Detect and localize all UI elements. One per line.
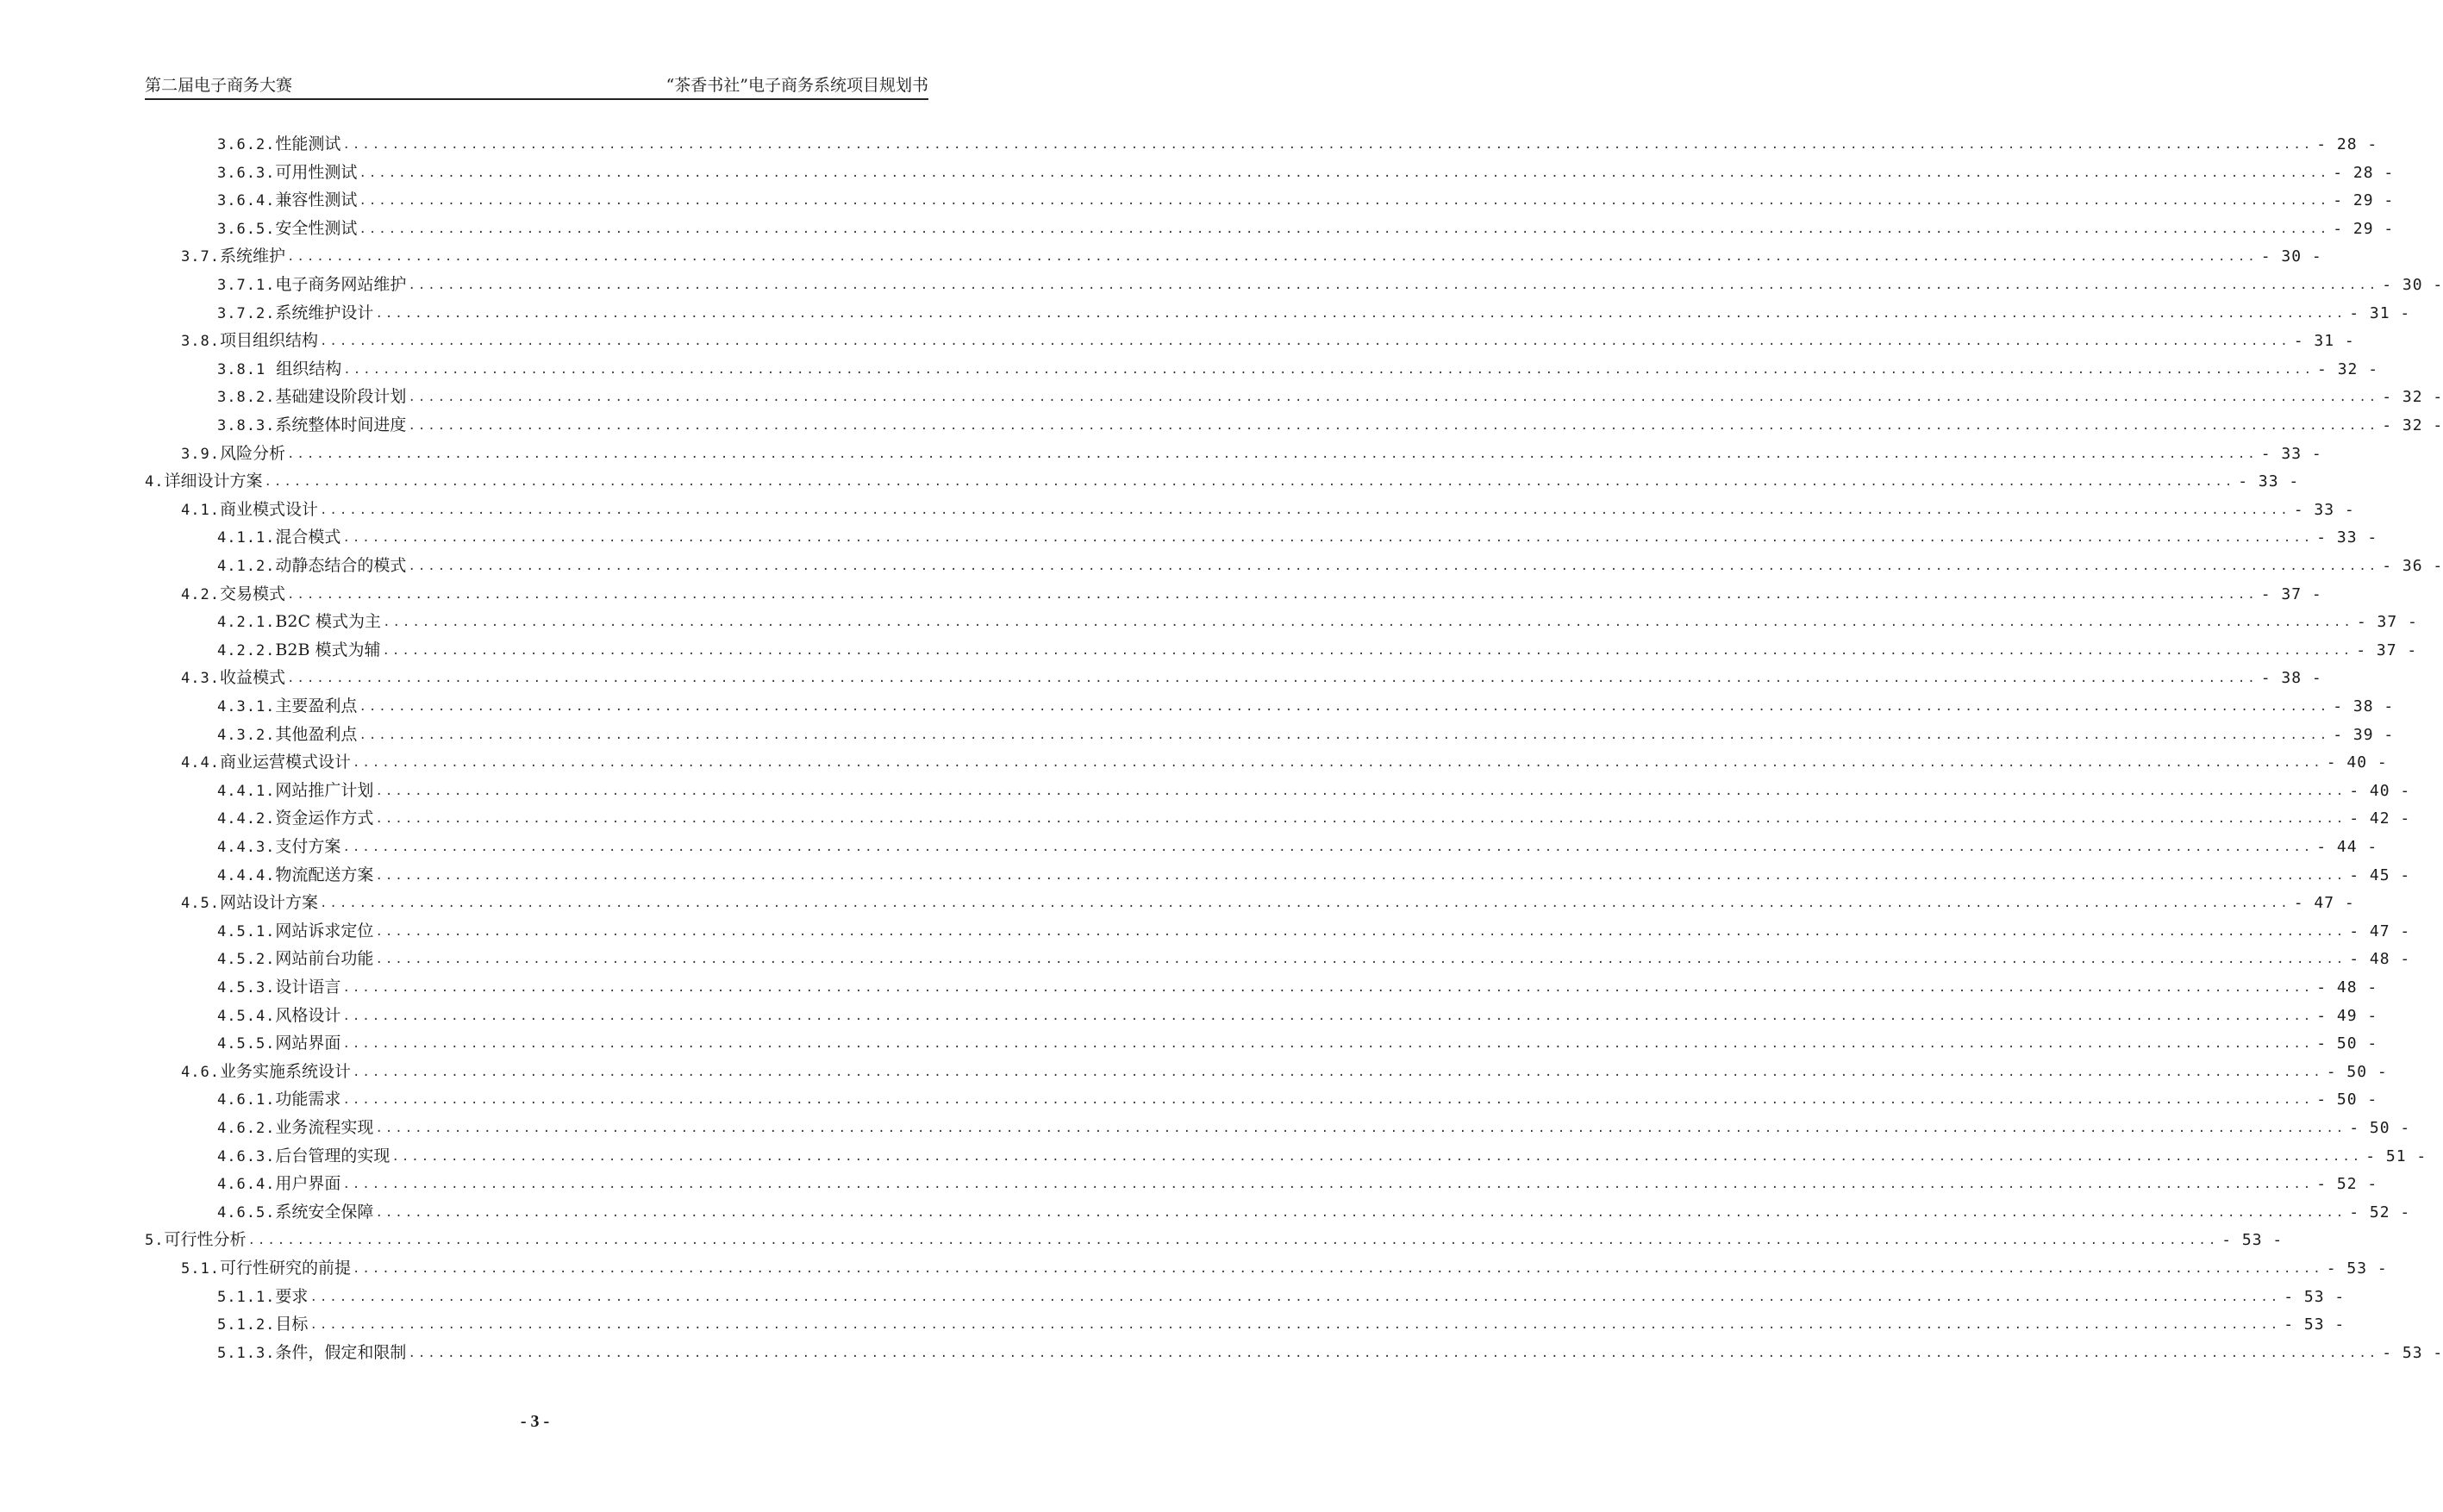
toc-entry-label <box>181 246 287 267</box>
toc-entry-label <box>217 1342 408 1364</box>
toc-entry[interactable] <box>145 1225 2284 1251</box>
toc-entry-title: 支付方案 <box>275 837 341 856</box>
toc-entry[interactable] <box>217 720 2395 746</box>
toc-entry-title: 后台管理的实现 <box>275 1146 391 1165</box>
toc-entry-title: 性能测试 <box>275 134 341 153</box>
toc-leader-dots: ........................................................................................................................................................................................................ <box>342 138 2314 152</box>
toc-entry-number: 4.3.2. <box>217 727 276 744</box>
toc-leader-dots: ........................................................................................................................................................................................................ <box>342 1093 2314 1107</box>
toc-entry-page: - 30 - <box>2260 247 2322 266</box>
toc-entry-title: 业务流程实现 <box>275 1118 374 1137</box>
toc-entry-label <box>181 330 320 352</box>
toc-leader-dots: ........................................................................................................................................................................................................ <box>342 1009 2314 1023</box>
toc-entry-title: 收益模式 <box>219 668 285 687</box>
toc-entry-title: 网站界面 <box>275 1034 341 1053</box>
toc-entry-label <box>181 752 353 773</box>
toc-entry[interactable] <box>181 663 2322 689</box>
toc-entry-page: - 37 - <box>2356 641 2418 659</box>
toc-entry-page: - 30 - <box>2382 276 2443 294</box>
toc-entry-label <box>217 162 359 184</box>
toc-entry-number: 3.6.5. <box>217 221 276 238</box>
toc-leader-dots: ........................................................................................................................................................................................................ <box>319 334 2290 348</box>
toc-entry-number: 3.7.1. <box>217 277 276 294</box>
toc-leader-dots: ........................................................................................................................................................................................................ <box>408 1346 2379 1360</box>
toc-entry-page: - 33 - <box>2316 528 2378 547</box>
toc-entry-page: - 53 - <box>2284 1288 2346 1306</box>
toc-entry-number: 4.3.1. <box>217 698 276 715</box>
toc-entry[interactable] <box>181 495 2355 521</box>
toc-entry-title: 设计语言 <box>275 978 341 997</box>
toc-entry-number: 5. <box>145 1232 165 1249</box>
toc-leader-dots: ........................................................................................................................................................................................................ <box>309 1290 2281 1304</box>
toc-entry-page: - 53 - <box>2326 1259 2388 1278</box>
toc-entry-label <box>145 1229 248 1251</box>
toc-entry-page: - 36 - <box>2382 557 2443 575</box>
toc-leader-dots: ........................................................................................................................................................................................................ <box>342 840 2314 854</box>
toc-entry[interactable] <box>217 1169 2378 1195</box>
toc-entry[interactable] <box>217 270 2443 296</box>
toc-entry-number: 4.6.5. <box>217 1204 276 1221</box>
toc-entry-title: 混合模式 <box>275 528 341 547</box>
toc-entry-label <box>217 1033 342 1054</box>
toc-entry[interactable] <box>217 410 2443 436</box>
toc-leader-dots: ........................................................................................................................................................................................................ <box>359 728 2330 742</box>
toc-entry-page: - 38 - <box>2333 697 2395 715</box>
toc-entry-number: 4.5.5. <box>217 1035 276 1053</box>
toc-leader-dots: ........................................................................................................................................................................................................ <box>408 390 2379 404</box>
toc-entry[interactable] <box>217 803 2411 829</box>
toc-entry-label <box>217 1314 309 1335</box>
toc-entry[interactable] <box>217 551 2443 577</box>
page-number: - 3 - <box>520 1412 550 1431</box>
toc-entry-number: 3.8. <box>181 333 220 350</box>
toc-leader-dots: ........................................................................................................................................................................................................ <box>342 531 2314 545</box>
toc-entry-number: 5.1.2. <box>217 1316 276 1334</box>
toc-leader-dots: ........................................................................................................................................................................................................ <box>375 307 2346 321</box>
toc-leader-dots: ........................................................................................................................................................................................................ <box>352 1262 2323 1276</box>
toc-leader-dots: ........................................................................................................................................................................................................ <box>264 475 2235 489</box>
toc-entry-title: 用户界面 <box>275 1174 341 1193</box>
toc-entry-page: - 29 - <box>2333 191 2395 209</box>
toc-entry[interactable] <box>181 1253 2388 1279</box>
toc-entry[interactable] <box>217 522 2378 548</box>
toc-entry-number: 3.7.2. <box>217 305 276 322</box>
toc-leader-dots: ........................................................................................................................................................................................................ <box>408 278 2379 292</box>
toc-entry-label <box>217 527 342 548</box>
toc-entry-label <box>181 1061 353 1083</box>
toc-entry[interactable] <box>217 944 2411 970</box>
toc-leader-dots: ........................................................................................................................................................................................................ <box>408 419 2379 433</box>
toc-entry[interactable] <box>217 1001 2378 1027</box>
toc-entry-number: 4.4.4. <box>217 867 276 884</box>
toc-entry-label <box>217 724 359 746</box>
toc-entry-number: 4.6.1. <box>217 1091 276 1109</box>
toc-entry-number: 4.2.2. <box>217 642 276 659</box>
toc-entry-page: - 52 - <box>2316 1175 2378 1193</box>
toc-entry-page: - 50 - <box>2316 1090 2378 1109</box>
toc-entry[interactable] <box>217 691 2395 717</box>
toc-entry-page: - 32 - <box>2382 416 2443 434</box>
toc-entry-page: - 32 - <box>2382 388 2443 406</box>
toc-leader-dots: ........................................................................................................................................................................................................ <box>375 1206 2346 1220</box>
toc-entry-page: - 44 - <box>2316 838 2378 856</box>
toc-entry-page: - 50 - <box>2326 1063 2388 1081</box>
toc-entry-title: 兼容性测试 <box>275 191 358 209</box>
toc-leader-dots: ........................................................................................................................................................................................................ <box>309 1318 2281 1332</box>
toc-entry-page: - 40 - <box>2349 782 2411 800</box>
toc-entry-label <box>217 1173 342 1195</box>
toc-entry[interactable] <box>217 607 2418 633</box>
toc-entry-number: 4.5.2. <box>217 951 276 968</box>
toc-entry-label <box>217 386 408 408</box>
toc-entry-page: - 28 - <box>2316 135 2378 153</box>
toc-entry-title: 风险分析 <box>219 444 285 463</box>
toc-entry-label <box>217 1146 391 1167</box>
toc-entry-title: 风格设计 <box>275 1006 341 1025</box>
toc-entry-page: - 51 - <box>2365 1147 2427 1165</box>
toc-entry-label <box>217 1089 342 1110</box>
toc-entry[interactable] <box>217 1282 2346 1308</box>
toc-entry-page: - 40 - <box>2326 753 2388 772</box>
toc-entry-number: 4.4.2. <box>217 810 276 828</box>
toc-entry[interactable] <box>217 972 2378 998</box>
toc-leader-dots: ........................................................................................................................................................................................................ <box>375 784 2346 798</box>
toc-leader-dots: ........................................................................................................................................................................................................ <box>342 1037 2314 1051</box>
toc-leader-dots: ........................................................................................................................................................................................................ <box>359 700 2330 714</box>
toc-entry[interactable] <box>217 916 2411 942</box>
toc-entry-page: - 33 - <box>2293 501 2355 519</box>
toc-leader-dots: ........................................................................................................................................................................................................ <box>319 503 2290 517</box>
toc-entry-title: 系统整体时间进度 <box>275 415 407 434</box>
toc-leader-dots: ........................................................................................................................................................................................................ <box>286 588 2258 602</box>
toc-entry[interactable] <box>181 326 2355 352</box>
toc-leader-dots: ........................................................................................................................................................................................................ <box>286 447 2258 461</box>
toc-leader-dots: ........................................................................................................................................................................................................ <box>247 1234 2219 1247</box>
toc-entry-page: - 52 - <box>2349 1203 2411 1221</box>
toc-entry-number: 3.9. <box>181 446 220 463</box>
toc-leader-dots: ........................................................................................................................................................................................................ <box>375 869 2346 883</box>
toc-entry-title: 可行性分析 <box>164 1230 247 1249</box>
toc-entry[interactable] <box>217 158 2395 184</box>
toc-entry-number: 3.8.3. <box>217 417 276 434</box>
toc-entry[interactable] <box>181 579 2322 605</box>
toc-entry-title: 网站推广计划 <box>275 781 374 800</box>
toc-entry[interactable] <box>181 1057 2388 1083</box>
toc-entry-label <box>217 611 383 633</box>
toc-entry-page: - 48 - <box>2349 950 2411 968</box>
toc-entry-title: 动静态结合的模式 <box>275 556 407 575</box>
toc-entry-number: 4.1. <box>181 502 220 519</box>
toc-entry-label <box>217 696 359 717</box>
toc-entry-label <box>217 780 375 802</box>
toc-entry-label <box>217 921 375 942</box>
toc-entry-title: 系统维护 <box>219 247 285 266</box>
toc-entry-label <box>217 1117 375 1139</box>
toc-entry-number: 5.1.1. <box>217 1289 276 1306</box>
toc-entry-number: 3.6.2. <box>217 136 276 153</box>
toc-entry[interactable] <box>217 776 2411 802</box>
toc-entry-page: - 28 - <box>2333 164 2395 182</box>
toc-leader-dots: ........................................................................................................................................................................................................ <box>359 166 2330 180</box>
toc-entry-title: 资金运作方式 <box>275 809 374 828</box>
toc-entry-title: 网站设计方案 <box>219 893 318 912</box>
toc-entry[interactable] <box>217 354 2379 380</box>
toc-entry-number: 4.4.3. <box>217 839 276 856</box>
toc-entry-label <box>217 948 375 970</box>
header-left-title: 第二届电子商务大赛 <box>145 76 293 95</box>
toc-leader-dots: ........................................................................................................................................................................................................ <box>375 953 2346 966</box>
toc-entry-title: 安全性测试 <box>275 219 358 238</box>
toc-entry[interactable] <box>217 1197 2411 1223</box>
toc-entry-title: 主要盈利点 <box>275 697 358 715</box>
toc-entry[interactable] <box>145 466 2300 492</box>
toc-entry-page: - 37 - <box>2260 585 2322 603</box>
toc-entry-page: - 49 - <box>2316 1007 2378 1025</box>
toc-entry-number: 4.4. <box>181 754 220 772</box>
toc-entry-page: - 50 - <box>2349 1119 2411 1137</box>
toc-entry-page: - 47 - <box>2293 894 2355 912</box>
toc-entry-title: 交易模式 <box>219 584 285 603</box>
toc-entry-label <box>217 555 408 577</box>
toc-entry-page: - 48 - <box>2316 978 2378 997</box>
toc-entry-number: 5.1. <box>181 1260 220 1278</box>
toc-entry-title: 电子商务网站维护 <box>275 275 407 294</box>
toc-entry-number: 3.6.3. <box>217 165 276 182</box>
toc-entry[interactable] <box>217 129 2378 155</box>
toc-entry-label <box>217 303 375 324</box>
toc-entry-label <box>181 667 287 689</box>
toc-entry-title: 商业运营模式设计 <box>219 753 351 772</box>
toc-entry[interactable] <box>217 298 2411 324</box>
toc-leader-dots: ........................................................................................................................................................................................................ <box>359 222 2330 236</box>
toc-entry-label <box>217 640 382 661</box>
toc-entry-title: 组织结构 <box>266 359 342 378</box>
toc-leader-dots: ........................................................................................................................................................................................................ <box>286 672 2258 685</box>
toc-entry-number: 4.5.3. <box>217 979 276 997</box>
toc-entry-title: B2B 模式为辅 <box>275 640 381 659</box>
toc-entry-number: 4.5.1. <box>217 923 276 940</box>
toc-entry-page: - 37 - <box>2356 613 2418 631</box>
toc-leader-dots: ........................................................................................................................................................................................................ <box>342 981 2314 995</box>
toc-entry[interactable] <box>217 1309 2346 1335</box>
toc-entry[interactable] <box>217 1113 2411 1139</box>
toc-entry-label <box>217 865 375 886</box>
toc-entry-page: - 38 - <box>2260 669 2322 687</box>
toc-entry-page: - 45 - <box>2349 866 2411 884</box>
toc-entry-page: - 47 - <box>2349 922 2411 940</box>
toc-entry-title: 功能需求 <box>275 1090 341 1109</box>
toc-entry-title: 网站前台功能 <box>275 949 374 968</box>
toc-leader-dots: ........................................................................................................................................................................................................ <box>319 897 2290 910</box>
toc-entry-label <box>181 584 287 605</box>
toc-entry-number: 4.5.4. <box>217 1008 276 1025</box>
toc-entry-label <box>145 471 265 492</box>
toc-entry[interactable] <box>217 214 2395 240</box>
toc-entry-label <box>217 359 343 380</box>
toc-entry-title: 项目组织结构 <box>219 331 318 350</box>
toc-entry-title: 系统维护设计 <box>275 303 374 322</box>
toc-entry-label <box>217 1286 309 1308</box>
toc-entry-label <box>217 415 408 436</box>
toc-entry-page: - 53 - <box>2221 1231 2284 1249</box>
toc-entry[interactable] <box>217 382 2443 408</box>
toc-entry[interactable] <box>181 241 2322 267</box>
toc-entry-number: 4.2. <box>181 586 220 603</box>
toc-entry-title: 业务实施系统设计 <box>219 1062 351 1081</box>
header-right-title: “茶香书社”电子商务系统项目规划书 <box>665 76 928 95</box>
toc-entry-page: - 33 - <box>2260 445 2322 463</box>
toc-entry-number: 3.8.1 <box>217 361 266 378</box>
toc-entry-title: 物流配送方案 <box>275 865 374 884</box>
toc-leader-dots: ........................................................................................................................................................................................................ <box>375 925 2346 939</box>
toc-entry-page: - 53 - <box>2382 1344 2443 1362</box>
toc-entry-number: 4.6.3. <box>217 1148 276 1165</box>
toc-entry-page: - 53 - <box>2284 1315 2346 1334</box>
toc-entry-label <box>181 499 320 521</box>
toc-entry-number: 3.7. <box>181 248 220 266</box>
toc-entry[interactable] <box>217 185 2395 211</box>
toc-entry-title: 可行性研究的前提 <box>219 1259 351 1278</box>
toc-entry-label <box>217 134 342 155</box>
toc-entry[interactable] <box>217 1028 2378 1054</box>
toc-entry-title: 系统安全保障 <box>275 1203 374 1221</box>
toc-leader-dots: ........................................................................................................................................................................................................ <box>286 250 2258 264</box>
toc-entry-title: 条件，假定和限制 <box>275 1343 407 1362</box>
toc-entry-number: 5.1.3. <box>217 1345 276 1362</box>
toc-entry-page: - 29 - <box>2333 220 2395 238</box>
toc-entry-page: - 39 - <box>2333 726 2395 744</box>
toc-entry-title: 目标 <box>275 1315 309 1334</box>
toc-leader-dots: ........................................................................................................................................................................................................ <box>383 615 2353 629</box>
toc-entry-title: 商业模式设计 <box>219 500 318 519</box>
toc-entry-number: 4.3. <box>181 670 220 687</box>
toc-entry-title: 可用性测试 <box>275 163 358 182</box>
toc-entry-number: 4.6. <box>181 1064 220 1081</box>
toc-entry-page: - 42 - <box>2349 809 2411 828</box>
toc-entry-page: - 33 - <box>2238 472 2300 490</box>
toc-entry-label <box>181 892 320 914</box>
toc-entry-number: 4.1.1. <box>217 529 276 547</box>
toc-entry[interactable] <box>217 1084 2378 1110</box>
toc-entry-number: 4.4.1. <box>217 783 276 800</box>
toc-leader-dots: ........................................................................................................................................................................................................ <box>342 1178 2314 1191</box>
toc-entry-label <box>217 1202 375 1223</box>
page-header <box>145 74 928 100</box>
toc-entry-page: - 50 - <box>2316 1034 2378 1053</box>
toc-entry-title: B2C 模式为主 <box>275 612 382 631</box>
toc-entry[interactable] <box>217 635 2418 661</box>
toc-entry-title: 网站诉求定位 <box>275 922 374 940</box>
toc-entry-number: 4.1.2. <box>217 558 276 575</box>
toc-entry[interactable] <box>181 747 2388 773</box>
toc-entry-title: 其他盈利点 <box>275 725 358 744</box>
toc-leader-dots: ........................................................................................................................................................................................................ <box>375 1122 2346 1135</box>
toc-leader-dots: ........................................................................................................................................................................................................ <box>359 194 2330 208</box>
toc-entry-page: - 31 - <box>2293 332 2355 350</box>
toc-entry-title: 详细设计方案 <box>164 472 263 490</box>
toc-leader-dots: ........................................................................................................................................................................................................ <box>343 363 2315 377</box>
toc-leader-dots: ........................................................................................................................................................................................................ <box>352 756 2323 770</box>
toc-entry-title: 要求 <box>275 1287 309 1306</box>
toc-entry[interactable] <box>217 860 2411 886</box>
toc-entry-number: 4. <box>145 473 165 490</box>
toc-entry-label <box>217 190 359 211</box>
toc-leader-dots: ........................................................................................................................................................................................................ <box>382 644 2353 658</box>
toc-entry[interactable] <box>217 832 2378 858</box>
toc-entry-page: - 32 - <box>2317 360 2379 378</box>
toc-entry-number: 3.6.4. <box>217 192 276 209</box>
toc-entry-label <box>217 836 342 858</box>
toc-entry[interactable] <box>217 1141 2427 1167</box>
toc-entry-number: 4.6.2. <box>217 1120 276 1137</box>
toc-leader-dots: ........................................................................................................................................................................................................ <box>375 812 2346 826</box>
toc-entry-number: 3.8.2. <box>217 389 276 406</box>
toc-entry-label <box>217 218 359 240</box>
toc-entry-title: 基础建设阶段计划 <box>275 387 407 406</box>
toc-entry-label <box>217 1005 342 1027</box>
toc-entry-label <box>181 443 287 465</box>
toc-entry-label <box>181 1258 353 1279</box>
toc-leader-dots: ........................................................................................................................................................................................................ <box>391 1150 2363 1164</box>
toc-entry-number: 4.5. <box>181 895 220 912</box>
toc-entry-label <box>217 274 408 296</box>
toc-entry[interactable] <box>217 1338 2443 1364</box>
toc-entry-page: - 31 - <box>2349 304 2411 322</box>
toc-entry-label <box>217 977 342 998</box>
toc-leader-dots: ........................................................................................................................................................................................................ <box>408 559 2379 573</box>
toc-leader-dots: ........................................................................................................................................................................................................ <box>352 1065 2323 1079</box>
toc-entry-number: 4.2.1. <box>217 614 276 631</box>
toc-entry[interactable] <box>181 439 2322 465</box>
toc-entry-label <box>217 808 375 829</box>
toc-entry-number: 4.6.4. <box>217 1176 276 1193</box>
toc-entry[interactable] <box>181 888 2355 914</box>
